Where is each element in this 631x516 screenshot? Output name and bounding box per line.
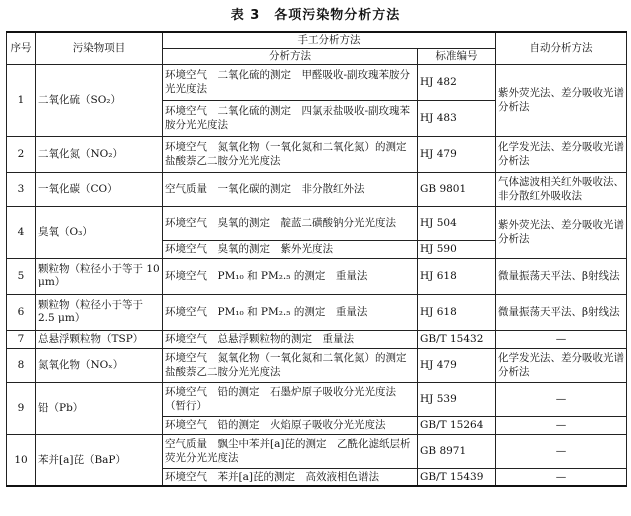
row-method: 环境空气 苯并[a]芘的测定 高效液相色谱法 bbox=[163, 468, 418, 486]
row-item: 颗粒物（粒径小于等于 2.5 μm） bbox=[36, 294, 163, 330]
row-method: 环境空气 臭氧的测定 紫外光度法 bbox=[163, 240, 418, 258]
row-auto: — bbox=[496, 434, 627, 468]
row-no: 1 bbox=[7, 64, 36, 136]
table-row bbox=[7, 330, 627, 348]
row-auto: 气体滤波相关红外吸收法、非分散红外吸收法 bbox=[496, 172, 627, 206]
row-no: 9 bbox=[7, 382, 36, 434]
row-item: 铅（Pb） bbox=[36, 382, 163, 434]
row-standard: HJ 618 bbox=[418, 294, 496, 330]
row-method: 环境空气 二氧化硫的测定 甲醛吸收-副玫瑰苯胺分光光度法 bbox=[163, 64, 418, 100]
row-method: 环境空气 二氧化硫的测定 四氯汞盐吸收-副玫瑰苯胺分光光度法 bbox=[163, 100, 418, 136]
row-method: 环境空气 总悬浮颗粒物的测定 重量法 bbox=[163, 330, 418, 348]
table-row bbox=[7, 172, 627, 206]
row-item: 总悬浮颗粒物（TSP） bbox=[36, 330, 163, 348]
header-item: 污染物项目 bbox=[36, 32, 163, 64]
row-auto: 微量振荡天平法、β射线法 bbox=[496, 258, 627, 294]
row-auto: — bbox=[496, 330, 627, 348]
table-row bbox=[7, 64, 627, 100]
table-caption: 表 3 各项污染物分析方法 bbox=[230, 8, 401, 23]
row-auto: 微量振荡天平法、β射线法 bbox=[496, 294, 627, 330]
row-no: 10 bbox=[7, 434, 36, 486]
header-standard: 标准编号 bbox=[418, 48, 496, 64]
row-item: 氮氧化物（NOₓ） bbox=[36, 348, 163, 382]
row-standard: GB 9801 bbox=[418, 172, 496, 206]
header-manual: 手工分析方法 bbox=[163, 32, 496, 48]
table-row bbox=[7, 348, 627, 382]
row-item: 颗粒物（粒径小于等于 10 μm） bbox=[36, 258, 163, 294]
row-standard: GB 8971 bbox=[418, 434, 496, 468]
row-standard: HJ 483 bbox=[418, 100, 496, 136]
row-item: 二氧化氮（NO₂） bbox=[36, 136, 163, 172]
row-standard: GB/T 15264 bbox=[418, 416, 496, 434]
row-standard: GB/T 15432 bbox=[418, 330, 496, 348]
header-auto: 自动分析方法 bbox=[496, 32, 627, 64]
row-standard: HJ 590 bbox=[418, 240, 496, 258]
row-item: 苯并[a]芘（BaP） bbox=[36, 434, 163, 486]
row-auto: 紫外荧光法、差分吸收光谱分析法 bbox=[496, 206, 627, 258]
row-no: 7 bbox=[7, 330, 36, 348]
row-auto: — bbox=[496, 416, 627, 434]
row-standard: HJ 479 bbox=[418, 348, 496, 382]
table-row bbox=[7, 136, 627, 172]
table-row bbox=[7, 206, 627, 240]
row-method: 空气质量 一氧化碳的测定 非分散红外法 bbox=[163, 172, 418, 206]
table-row bbox=[7, 434, 627, 468]
table-row bbox=[7, 382, 627, 416]
row-method: 环境空气 氮氧化物（一氧化氮和二氧化氮）的测定 盐酸萘乙二胺分光光度法 bbox=[163, 348, 418, 382]
row-auto: 化学发光法、差分吸收光谱分析法 bbox=[496, 348, 627, 382]
row-item: 二氧化硫（SO₂） bbox=[36, 64, 163, 136]
row-standard: HJ 618 bbox=[418, 258, 496, 294]
table-row bbox=[7, 258, 627, 294]
row-no: 4 bbox=[7, 206, 36, 258]
row-method: 环境空气 PM₁₀ 和 PM₂.₅ 的测定 重量法 bbox=[163, 294, 418, 330]
row-auto: — bbox=[496, 382, 627, 416]
row-method: 环境空气 氮氧化物（一氧化氮和二氧化氮）的测定 盐酸萘乙二胺分光光度法 bbox=[163, 136, 418, 172]
row-standard: HJ 504 bbox=[418, 206, 496, 240]
row-no: 3 bbox=[7, 172, 36, 206]
row-method: 环境空气 PM₁₀ 和 PM₂.₅ 的测定 重量法 bbox=[163, 258, 418, 294]
row-auto: — bbox=[496, 468, 627, 486]
row-no: 6 bbox=[7, 294, 36, 330]
row-method: 环境空气 臭氧的测定 靛蓝二磺酸钠分光光度法 bbox=[163, 206, 418, 240]
header-no: 序号 bbox=[7, 32, 36, 64]
row-no: 8 bbox=[7, 348, 36, 382]
row-item: 一氧化碳（CO） bbox=[36, 172, 163, 206]
row-no: 5 bbox=[7, 258, 36, 294]
row-method: 空气质量 飘尘中苯并[a]芘的测定 乙酰化滤纸层析荧光分光光度法 bbox=[163, 434, 418, 468]
row-standard: GB/T 15439 bbox=[418, 468, 496, 486]
row-item: 臭氧（O₃） bbox=[36, 206, 163, 258]
row-no: 2 bbox=[7, 136, 36, 172]
pollutant-methods-table bbox=[6, 31, 627, 487]
row-method: 环境空气 铅的测定 石墨炉原子吸收分光光度法（暂行） bbox=[163, 382, 418, 416]
row-auto: 化学发光法、差分吸收光谱分析法 bbox=[496, 136, 627, 172]
row-standard: HJ 539 bbox=[418, 382, 496, 416]
row-auto: 紫外荧光法、差分吸收光谱分析法 bbox=[496, 64, 627, 136]
row-standard: HJ 482 bbox=[418, 64, 496, 100]
row-standard: HJ 479 bbox=[418, 136, 496, 172]
table-row bbox=[7, 294, 627, 330]
header-method: 分析方法 bbox=[163, 48, 418, 64]
row-method: 环境空气 铅的测定 火焰原子吸收分光光度法 bbox=[163, 416, 418, 434]
